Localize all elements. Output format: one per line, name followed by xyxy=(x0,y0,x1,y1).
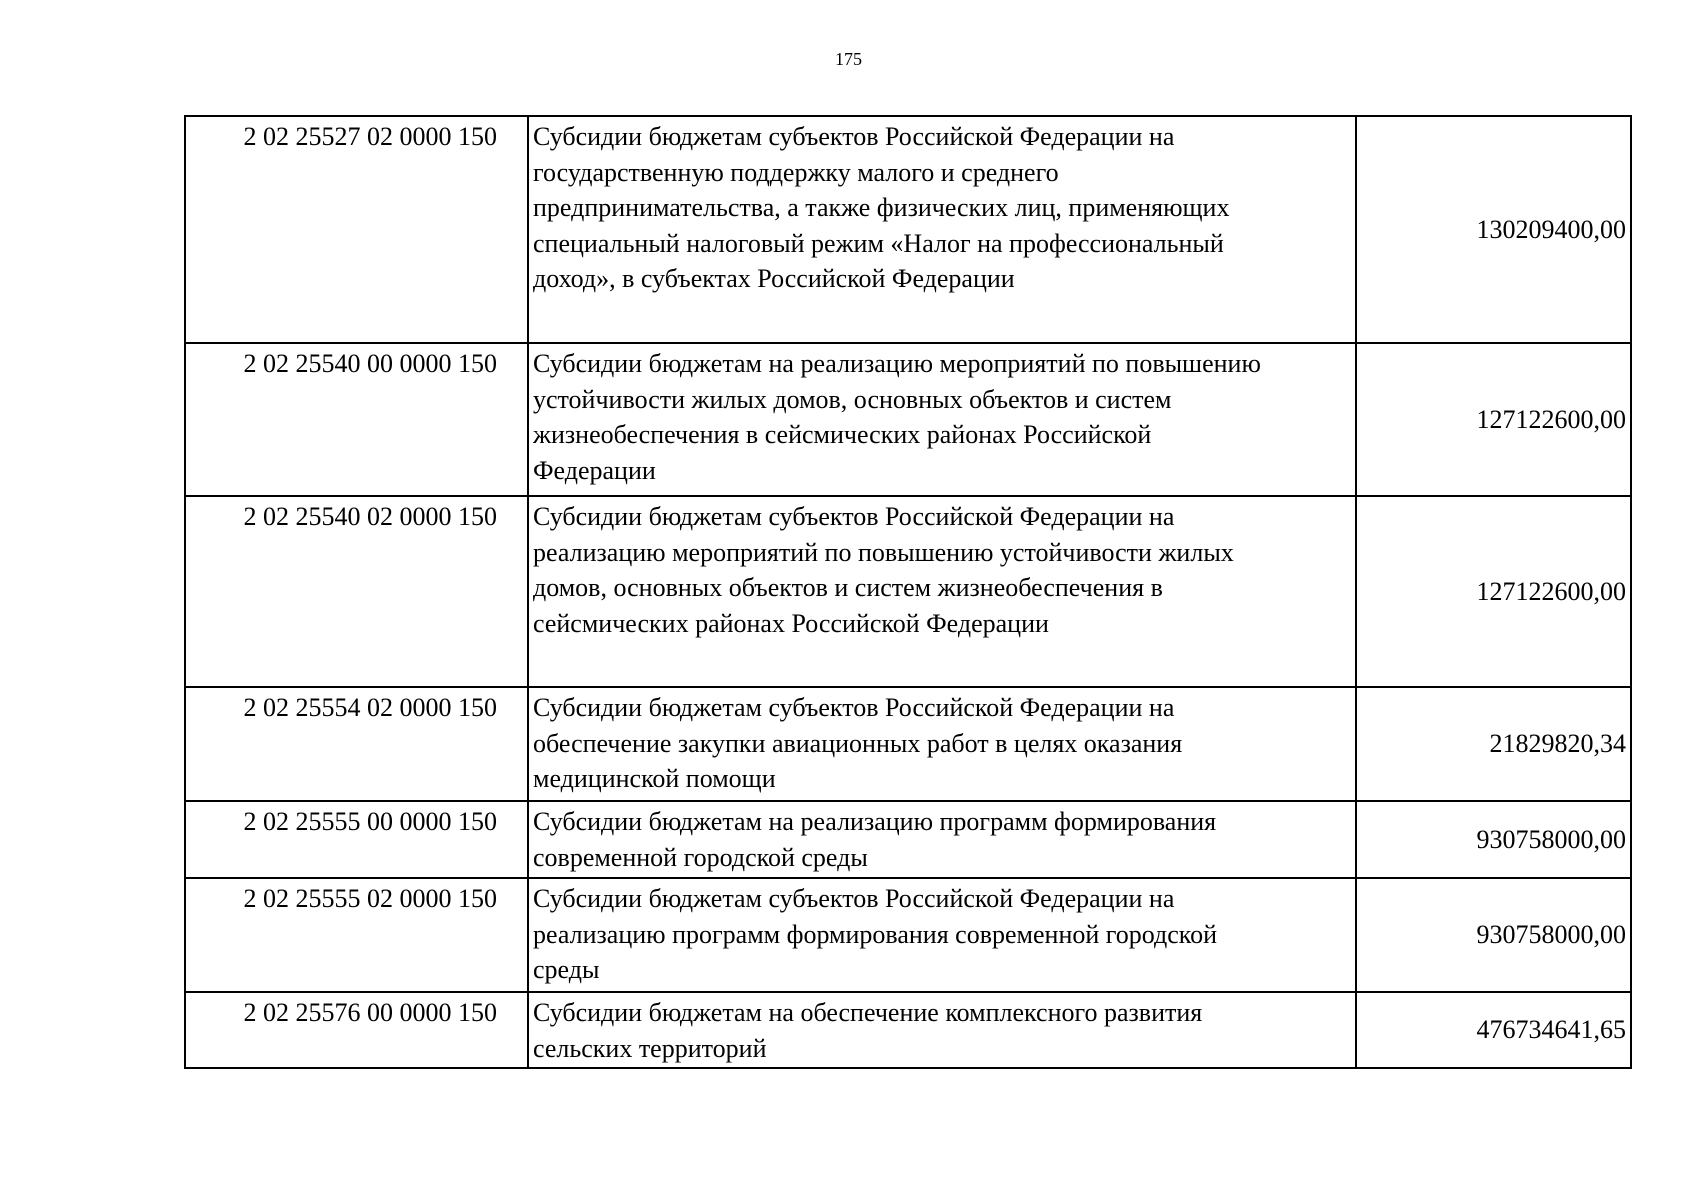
description-line: жизнеобеспечения в сейсмических районах Российской xyxy=(533,420,1152,449)
amount-cell: 930758000,00 xyxy=(1356,801,1631,878)
description-line: специальный налоговый режим «Налог на профессиональный xyxy=(533,228,1224,258)
amount-cell: 21829820,34 xyxy=(1356,687,1631,801)
budget-code-cell: 2 02 25555 02 0000 150 xyxy=(185,878,528,992)
description-line: Субсидии бюджетам субъектов Российской Федерации на xyxy=(533,122,1175,151)
description-line: реализацию программ формирования современной городской xyxy=(533,919,1218,949)
description-cell xyxy=(528,343,1356,496)
description-line: медицинской помощи xyxy=(533,764,776,793)
amount-cell: 476734641,65 xyxy=(1356,992,1631,1068)
description-line: Субсидии бюджетам субъектов Российской Федерации на xyxy=(533,884,1175,913)
table-row xyxy=(185,343,1631,496)
table-row xyxy=(185,687,1631,801)
table-row xyxy=(185,801,1631,878)
budget-code-cell: 2 02 25540 00 0000 150 xyxy=(185,343,528,496)
budget-code-cell: 2 02 25555 00 0000 150 xyxy=(185,801,528,878)
description-line: устойчивости жилых домов, основных объектов и систем xyxy=(533,384,1172,414)
table-row xyxy=(185,878,1631,992)
table-row xyxy=(185,116,1631,343)
description-line: Федерации xyxy=(533,455,656,485)
budget-code-cell: 2 02 25540 02 0000 150 xyxy=(185,496,528,687)
description-line: современной городской среды xyxy=(533,842,868,872)
amount-cell: 130209400,00 xyxy=(1356,116,1631,343)
description-cell xyxy=(528,801,1356,878)
description-line: государственную поддержку малого и среднего xyxy=(533,157,1059,187)
description-line: доход», в субъектах Российской Федерации xyxy=(533,264,1015,293)
description-line: обеспечение закупки авиационных работ в целях оказания xyxy=(533,728,1183,758)
description-line: Субсидии бюджетам субъектов Российской Федерации на xyxy=(533,693,1175,722)
description-cell xyxy=(528,116,1356,343)
description-cell xyxy=(528,687,1356,801)
description-line: сельских территорий xyxy=(533,1033,767,1063)
description-line: среды xyxy=(533,955,600,984)
table-row xyxy=(185,992,1631,1068)
amount-cell: 127122600,00 xyxy=(1356,496,1631,687)
description-line: реализацию мероприятий по повышению устойчивости жилых xyxy=(533,537,1234,567)
description-line: Субсидии бюджетам на обеспечение комплексного развития xyxy=(533,998,1203,1027)
budget-revenue-table xyxy=(184,115,1632,1069)
description-line: предпринимательства, а также физических лиц, применяющих xyxy=(533,193,1230,222)
description-cell xyxy=(528,878,1356,992)
description-line: сейсмических районах Российской Федерации xyxy=(533,608,1049,638)
amount-cell: 127122600,00 xyxy=(1356,343,1631,496)
budget-code-cell: 2 02 25527 02 0000 150 xyxy=(185,116,528,343)
budget-code-cell: 2 02 25554 02 0000 150 xyxy=(185,687,528,801)
description-line: Субсидии бюджетам субъектов Российской Федерации на xyxy=(533,502,1175,531)
budget-code-cell: 2 02 25576 00 0000 150 xyxy=(185,992,528,1068)
description-cell xyxy=(528,496,1356,687)
amount-cell: 930758000,00 xyxy=(1356,878,1631,992)
description-line: Субсидии бюджетам на реализацию мероприятий по повышению xyxy=(533,349,1261,378)
description-line: домов, основных объектов и систем жизнеобеспечения в xyxy=(533,573,1163,602)
description-cell xyxy=(528,992,1356,1068)
description-line: Субсидии бюджетам на реализацию программ формирования xyxy=(533,807,1217,836)
page-number: 175 xyxy=(835,49,862,69)
table-row xyxy=(185,496,1631,687)
